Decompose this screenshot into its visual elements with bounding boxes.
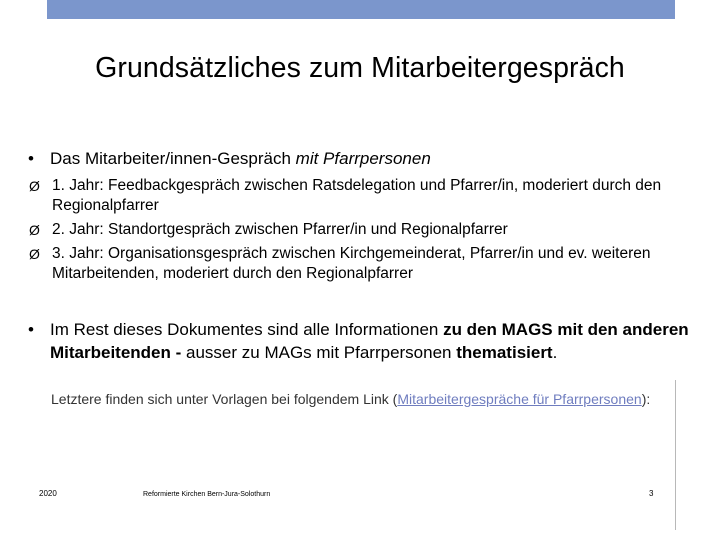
reference-note <box>51 390 651 409</box>
page-number: 3 <box>649 489 654 498</box>
bullet1-text: Das Mitarbeiter/innen-Gespräch <box>50 149 296 168</box>
bullet2-text-part: Im Rest dieses Dokumentes sind alle Informationen <box>50 320 444 339</box>
list-item-text: 1. Jahr: Feedbackgespräch zwischen Ratsdelegation und Pfarrer/in, moderiert durch den Regionalpfarrer <box>52 177 662 214</box>
bullet-mag-pfarrpersonen <box>28 148 431 170</box>
arrow-bullet-icon: Ø <box>29 178 40 194</box>
arrow-bullet-icon: Ø <box>29 246 40 262</box>
note-suffix: ): <box>641 391 651 407</box>
bullet-dot-icon: • <box>28 320 34 339</box>
bullet2-bold-part: thematisiert <box>456 343 553 362</box>
arrow-bullet-icon: Ø <box>29 222 40 238</box>
bullet-dot-icon: • <box>28 149 34 168</box>
list-item <box>29 244 709 284</box>
list-item-text: 3. Jahr: Organisationsgespräch zwischen Kirchgemeinderat, Pfarrer/in und ev. weiteren Mitarbeitenden, moderiert durch den Regionalpfarrer <box>52 245 651 282</box>
bullet2-text <box>28 318 698 364</box>
footer-organization: Reformierte Kirchen Bern-Jura-Solothurn <box>143 491 271 498</box>
bullet-document-scope <box>28 318 698 364</box>
note-prefix: Letztere finden sich unter Vorlagen bei folgendem Link ( <box>51 391 398 407</box>
bullet1-italic-text: mit Pfarrpersonen <box>295 149 431 168</box>
bullet2-text-part: ausser zu MAGs mit Pfarrpersonen <box>181 343 457 362</box>
top-accent-bar <box>47 0 675 19</box>
slide-title: Grundsätzliches zum Mitarbeitergespräch <box>95 52 625 84</box>
bullet2-bold-part: zu den MAGS mit den anderen Mitarbeitenden - <box>50 320 689 362</box>
footer-year: 2020 <box>39 489 57 498</box>
list-item <box>29 220 709 240</box>
list-item <box>29 176 709 216</box>
year-sub-list <box>29 176 709 288</box>
divider <box>675 380 676 530</box>
list-item-text: 2. Jahr: Standortgespräch zwischen Pfarrer/in und Regionalpfarrer <box>52 221 508 238</box>
bullet2-text-part: . <box>552 343 558 362</box>
pfarrpersonen-link[interactable]: Mitarbeitergespräche für Pfarrpersonen <box>397 391 642 407</box>
